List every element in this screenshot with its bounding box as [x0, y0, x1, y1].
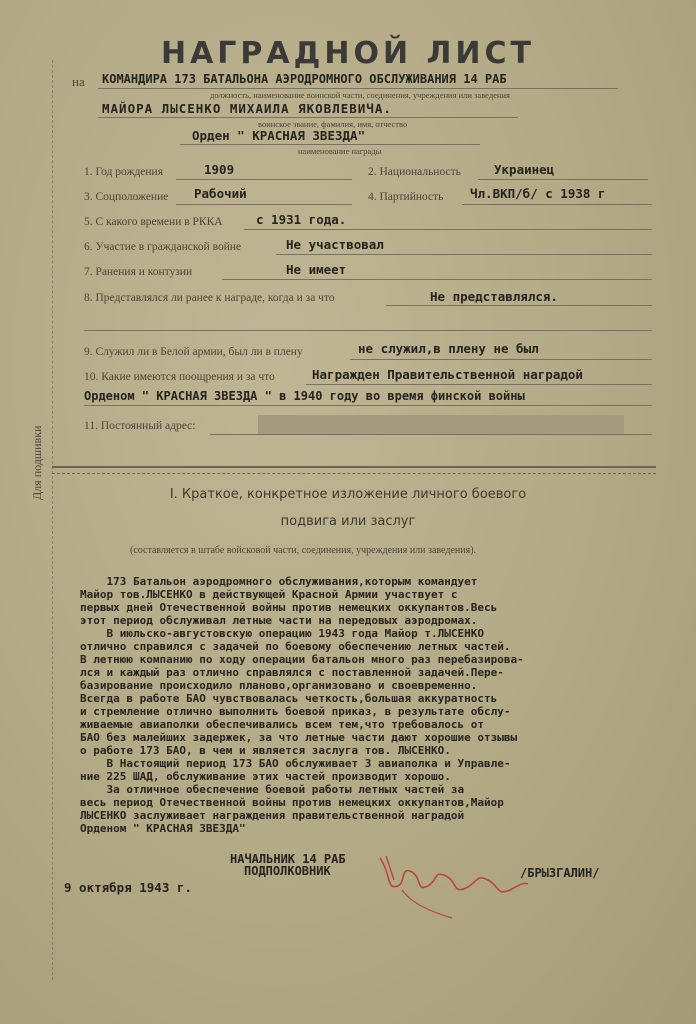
field-2-label: 2. Национальность: [368, 166, 461, 178]
body-line: базирование происходило планово,организовано и своевременно.: [80, 679, 478, 692]
field-5-value: с 1931 года.: [256, 212, 347, 227]
field-8-extra-line: [84, 330, 652, 331]
recipient-name: МАЙОРА ЛЫСЕНКО МИХАИЛА ЯКОВЛЕВИЧА.: [102, 101, 392, 116]
body-line: Орденом " КРАСНАЯ ЗВЕЗДА": [80, 822, 246, 835]
body-line: отлично справился с задачей по боевому обеспечению летных частей.: [80, 640, 511, 653]
field-2-value: Украинец: [494, 162, 555, 177]
body-line: За отличное обеспечение боевой работы летных частей за: [80, 783, 465, 796]
field-10-value-2: Орденом " КРАСНАЯ ЗВЕЗДА " в 1940 году во время финской войны: [84, 389, 525, 403]
field-10-label: 10. Какие имеются поощрения и за что: [84, 371, 275, 383]
field-8-label: 8. Представлялся ли ранее к награде, когда и за что: [84, 292, 335, 304]
field-5-underline: [244, 229, 652, 230]
body-line: В Настоящий период 173 БАО обслуживает 3 авиаполка и Управле-: [80, 757, 511, 770]
body-line: Всегда в работе БАО чувствовалась четкость,большая аккуратность: [80, 692, 498, 705]
field-8-underline: [386, 305, 652, 306]
field-6-value: Не участвовал: [286, 237, 384, 252]
field-3-label: 3. Соцположение: [84, 191, 169, 203]
field-9-underline: [350, 359, 652, 360]
field-3-value: Рабочий: [194, 186, 247, 201]
name-underline: [98, 117, 518, 118]
handwritten-signature: [372, 846, 532, 926]
signer-rank: ПОДПОЛКОВНИК: [244, 864, 331, 878]
document-date: 9 октября 1943 г.: [64, 880, 192, 895]
binding-margin-label: Для подшивки: [30, 425, 44, 500]
body-line: БАО без малейших задержек, за что летные части дают хорошие отзывы: [80, 731, 518, 744]
signer-name: /БРЫЗГАЛИН/: [520, 866, 600, 880]
field-1-underline: [176, 179, 352, 180]
field-4-value: Чл.ВКП/б/ с 1938 г: [470, 186, 606, 201]
body-line: этот период обслуживал летные части на передовых аэродромах.: [80, 614, 478, 627]
body-line: первых дней Отечественной войны против немецких оккупантов.Весь: [80, 601, 498, 614]
field-10-value-1: Награжден Правительственной наградой: [312, 367, 583, 382]
body-line: В летнюю компанию по ходу операции батальон много раз перебазирова-: [80, 653, 524, 666]
body-line: В июльско-августовскую операцию 1943 года Майор т.ЛЫСЕНКО: [80, 627, 484, 640]
field-7-value: Не имеет: [286, 262, 347, 277]
award-name: Орден " КРАСНАЯ ЗВЕЗДА": [192, 128, 366, 143]
signer-position: НАЧАЛЬНИК 14 РАБ: [230, 852, 346, 866]
body-line: лся и каждый раз отлично справлялся с поставленной задачей.Пере-: [80, 666, 504, 679]
position-underline: [98, 88, 618, 89]
section-title-line-1: I. Краткое, конкретное изложение личного боевого: [169, 487, 527, 502]
field-3-underline: [176, 204, 352, 205]
merit-description: [80, 575, 692, 835]
na-label: на: [72, 74, 85, 89]
recipient-position: КОМАНДИРА 173 БАТАЛЬОНА АЭРОДРОМНОГО ОБСЛУЖИВАНИЯ 14 РАБ: [102, 72, 507, 86]
body-line: Майор тов.ЛЫСЕНКО в действующей Красной Армии участвует с: [80, 588, 458, 601]
body-line: живаемые авиаполки обеспечивались всем тем,что требовалось от: [80, 718, 484, 731]
field-7-underline: [222, 279, 652, 280]
field-10-underline-1: [306, 384, 652, 385]
field-5-label: 5. С какого времени в РККА: [84, 216, 223, 228]
field-2-underline: [478, 179, 648, 180]
award-caption: наименование награды: [298, 146, 382, 156]
body-line: ние 225 ШАД, обслуживание этих частей производит хорошо.: [80, 770, 451, 783]
field-11-label: 11. Постоянный адрес:: [84, 420, 196, 432]
body-line: 173 Батальон аэродромного обслуживания,которым командует: [80, 575, 478, 588]
section-note: (составляется в штабе войсковой части, соединения, учреждения или заведения).: [130, 545, 477, 556]
field-1-value: 1909: [204, 162, 235, 177]
field-6-label: 6. Участие в гражданской войне: [84, 241, 242, 253]
name-caption: воинское звание, фамилия, имя, отчество: [258, 119, 408, 129]
award-underline: [180, 144, 480, 145]
field-11-underline: [210, 434, 652, 435]
redacted-address: [258, 415, 624, 435]
section-divider-2: [52, 473, 656, 474]
position-caption: должность, наименование воинской части, соединения, учреждения или заведения: [210, 90, 510, 100]
field-4-underline: [462, 204, 652, 205]
field-4-label: 4. Партийность: [368, 191, 444, 203]
section-divider-1: [52, 466, 656, 468]
field-7-label: 7. Ранения и контузии: [84, 266, 193, 278]
body-line: о работе 173 БАО, в чем и является заслуга тов. ЛЫСЕНКО.: [80, 744, 451, 757]
field-1-label: 1. Год рождения: [84, 166, 163, 178]
field-8-value: Не представлялся.: [430, 289, 558, 304]
section-title-line-2: подвига или заслуг: [280, 514, 416, 529]
body-line: и стремление отлично выполнить боевой приказ, в результате обслу-: [80, 705, 511, 718]
field-10-underline-2: [84, 405, 652, 406]
body-line: ЛЫСЕНКО заслуживает награждения правительственной наградой: [80, 809, 465, 822]
document-title: НАГРАДНОЙ ЛИСТ: [160, 36, 536, 71]
field-9-label: 9. Служил ли в Белой армии, был ли в плену: [84, 346, 303, 358]
field-6-underline: [276, 254, 652, 255]
body-line: весь период Отечественной войны против немецких оккупантов,Майор: [80, 796, 504, 809]
field-9-value: не служил,в плену не был: [358, 341, 539, 356]
